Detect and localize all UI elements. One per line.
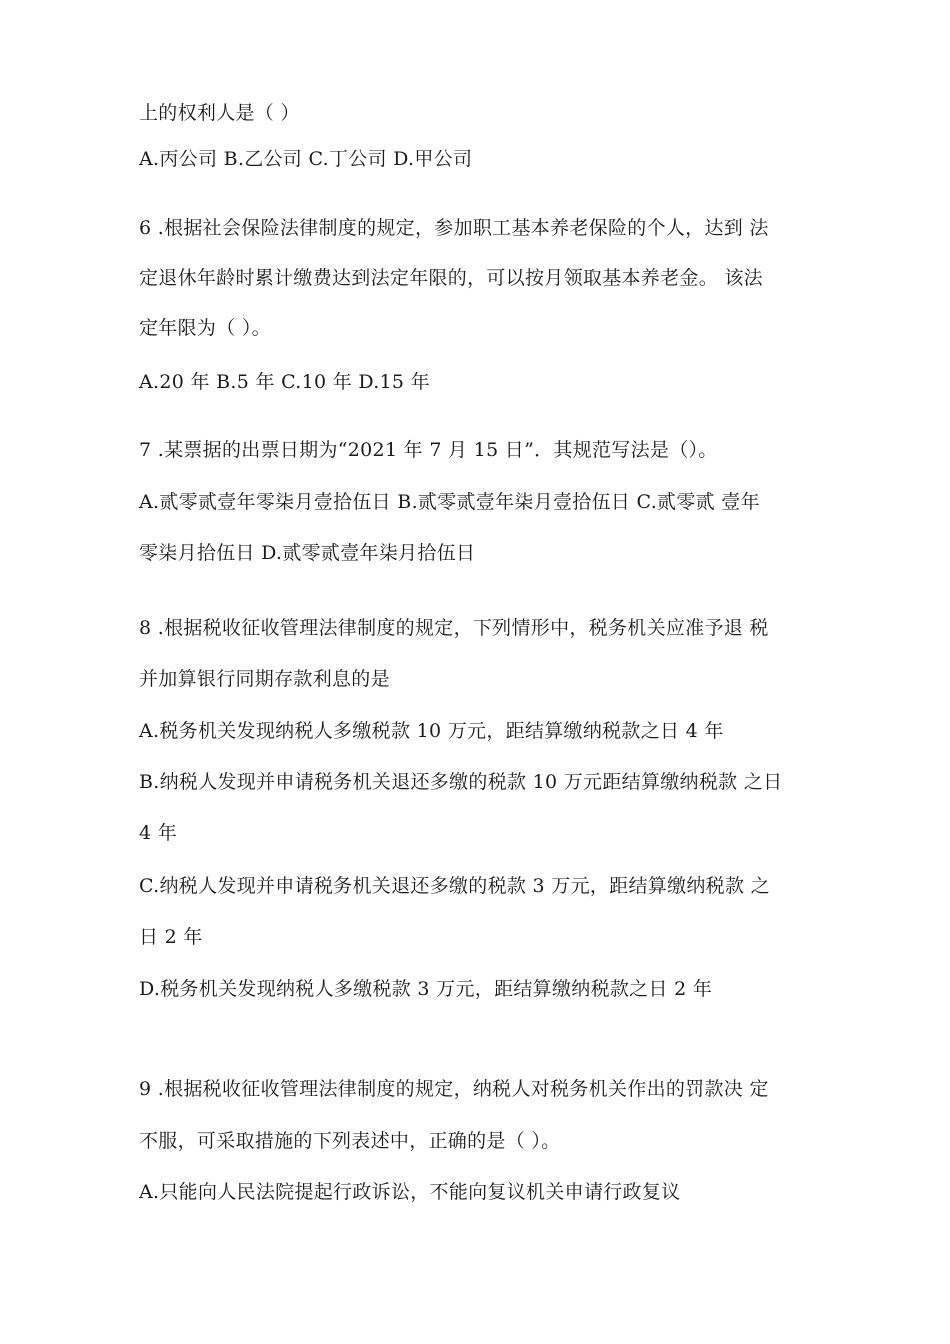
q6-stem-line-2: 定退休年龄时累计缴费达到法定年限的，可以按月领取基本养老金。 该法	[139, 267, 763, 289]
q8-option-d: D.税务机关发现纳税人多缴税款 3 万元，距结算缴纳税款之日 2 年	[139, 978, 713, 1000]
q8-option-c-line-1: C.纳税人发现并申请税务机关退还多缴的税款 3 万元，距结算缴纳税款 之	[139, 875, 770, 897]
q9-stem-line-1: 9 .根据税收征收管理法律制度的规定，纳税人对税务机关作出的罚款决 定	[139, 1078, 769, 1100]
q8-option-a: A.税务机关发现纳税人多缴税款 10 万元，距结算缴纳税款之日 4 年	[139, 720, 724, 742]
q8-option-b-line-1: B.纳税人发现并申请税务机关退还多缴的税款 10 万元距结算缴纳税款 之日	[139, 771, 783, 793]
q9-option-a: A.只能向人民法院提起行政诉讼，不能向复议机关申请行政复议	[139, 1181, 681, 1203]
q7-options-line-2: 零柒月拾伍日 D.贰零贰壹年柒月拾伍日	[139, 542, 476, 564]
q6-stem-line-3: 定年限为（ ）。	[139, 317, 271, 339]
q8-option-b-line-2: 4 年	[139, 822, 178, 844]
q8-option-c-line-2: 日 2 年	[139, 926, 203, 948]
q9-stem-line-2: 不服，可采取措施的下列表述中，正确的是（ ）。	[139, 1130, 561, 1152]
q5-stem-end: 上的权利人是（ ）	[139, 102, 300, 124]
q6-stem-line-1: 6 .根据社会保险法律制度的规定，参加职工基本养老保险的个人，达到 法	[139, 217, 769, 239]
q6-options: A.20 年 B.5 年 C.10 年 D.15 年	[139, 371, 430, 393]
q7-stem: 7 .某票据的出票日期为“2021 年 7 月 15 日”．其规范写法是（）。	[139, 439, 718, 461]
q5-options: A.丙公司 B.乙公司 C.丁公司 D.甲公司	[139, 148, 473, 170]
q8-stem-line-1: 8 .根据税收征收管理法律制度的规定，下列情形中，税务机关应准予退 税	[139, 617, 769, 639]
q8-stem-line-2: 并加算银行同期存款利息的是	[139, 668, 390, 690]
q7-options-line-1: A.贰零贰壹年零柒月壹拾伍日 B.贰零贰壹年柒月壹拾伍日 C.贰零贰 壹年	[139, 491, 760, 513]
